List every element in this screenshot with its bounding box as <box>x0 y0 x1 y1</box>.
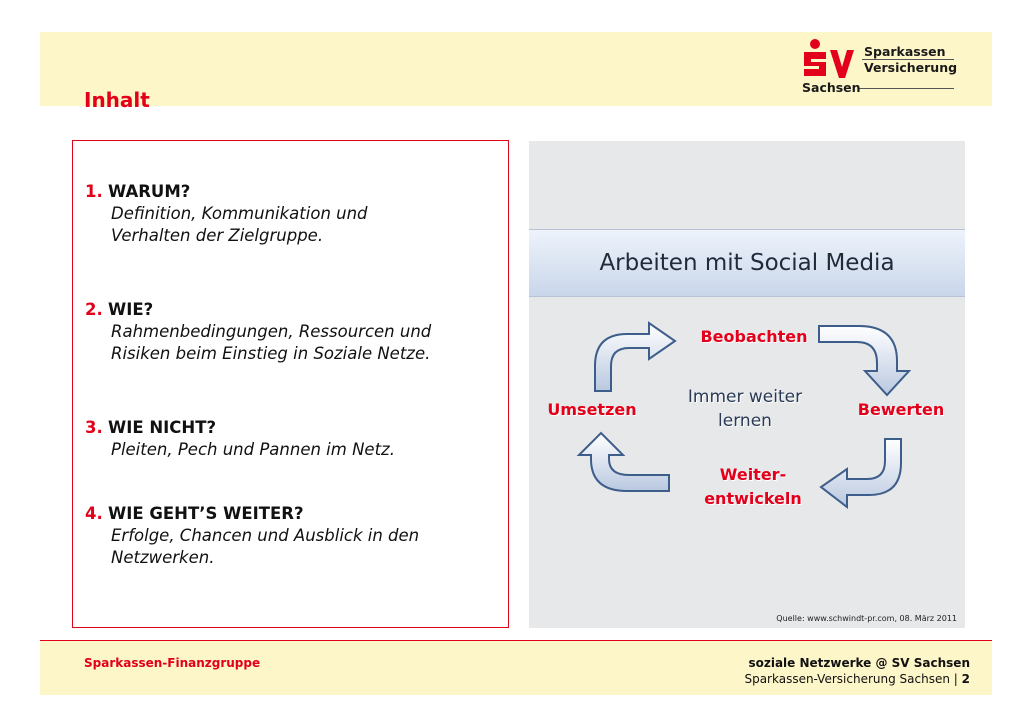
logo-rule <box>858 88 954 89</box>
toc-number: 1. <box>85 182 103 201</box>
center-line1: Immer weiter <box>687 387 803 407</box>
cycle-arrow-bottom-left <box>579 433 669 491</box>
step-weiterentwickeln <box>675 463 831 511</box>
logo-text-line1: Sparkassen <box>864 44 946 59</box>
social-media-cycle-figure <box>529 141 965 628</box>
toc-item <box>85 503 419 569</box>
cycle-arrow-top-left <box>595 323 675 391</box>
step-weiterentwickeln-line2: entwickeln <box>704 489 802 508</box>
toc-item <box>85 299 431 365</box>
cycle-arrow-top-right <box>819 326 909 395</box>
toc-description: Verhalten der Zielgruppe. <box>111 226 324 245</box>
toc-description: Erfolge, Chancen und Ausblick in den <box>111 526 420 545</box>
toc-heading: WIE? <box>108 300 154 319</box>
footer-company-name: Sparkassen-Versicherung Sachsen | <box>744 672 958 686</box>
step-bewerten: Bewerten <box>857 400 945 419</box>
logo-text-line2: Versicherung <box>864 60 958 75</box>
sparkasse-logo-icon <box>800 38 862 80</box>
toc-item <box>85 417 395 461</box>
toc-box <box>72 140 509 628</box>
toc-description: Rahmenbedingungen, Ressourcen und <box>111 322 432 341</box>
toc-item <box>85 181 368 247</box>
toc-description: Netzwerken. <box>111 548 215 567</box>
toc-number: 2. <box>85 300 103 319</box>
logo-region: Sachsen <box>802 80 861 95</box>
toc-heading: WIE GEHT’S WEITER? <box>108 504 304 523</box>
center-line2: lernen <box>718 411 772 431</box>
cycle-arrow-bottom-right <box>821 439 901 507</box>
toc-number: 4. <box>85 504 103 523</box>
toc-heading: WIE NICHT? <box>108 418 217 437</box>
footer-topic: soziale Netzwerke @ SV Sachsen <box>748 656 970 670</box>
cycle-center-text <box>667 385 823 433</box>
footer-brand: Sparkassen-Finanzgruppe <box>84 656 261 670</box>
toc-description: Definition, Kommunikation und <box>111 204 368 223</box>
footer-company <box>744 672 970 686</box>
step-umsetzen: Umsetzen <box>547 400 637 419</box>
figure-title: Arbeiten mit Social Media <box>599 250 895 276</box>
toc-description: Risiken beim Einstieg in Soziale Netze. <box>111 344 431 363</box>
step-beobachten: Beobachten <box>700 327 808 346</box>
toc-description: Pleiten, Pech und Pannen im Netz. <box>111 440 395 459</box>
step-weiterentwickeln-line1: Weiter- <box>719 465 787 484</box>
toc-heading: WARUM? <box>108 182 191 201</box>
page-title: Inhalt <box>84 88 150 112</box>
toc-number: 3. <box>85 418 103 437</box>
company-logo <box>800 36 956 98</box>
figure-source: Quelle: www.schwindt-pr.com, 08. März 2011 <box>776 614 957 623</box>
page-number: 2 <box>961 672 970 686</box>
